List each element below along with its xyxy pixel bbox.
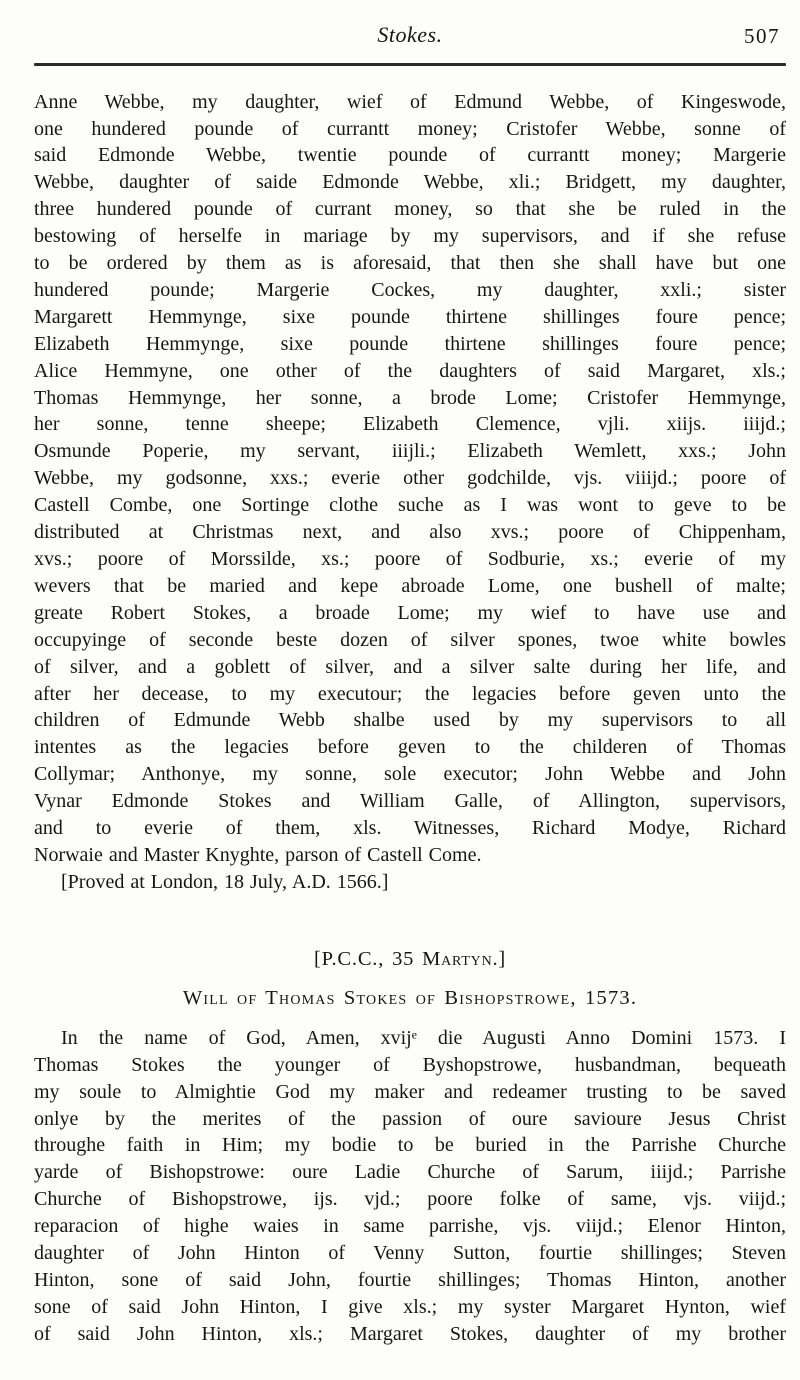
text-line: intentes as the legacies before geven to the childeren of Thomas [34,736,786,759]
text-line: onlye by the merites of the passion of oure savioure Jesus Christ [34,1107,786,1130]
text-line: distributed at Christmas next, and also xvs.; poore of Chippenham, [34,521,786,544]
text-line: after her decease, to my executour; the legacies before geven unto the [34,682,786,705]
text-line: Collymar; Anthonye, my sonne, sole executor; John Webbe and John [34,763,786,786]
text-line: hundered pounde; Margerie Cockes, my daughter, xxli.; sister [34,278,786,301]
text-line: bestowing of herselfe in mariage by my supervisors, and if she refuse [34,225,786,248]
text-line: my soule to Almightie God my maker and redeamer trusting to be saved [34,1080,786,1103]
text-line: Anne Webbe, my daughter, wief of Edmund Webbe, of Kingeswode, [34,90,786,113]
text-line: children of Edmunde Webb shalbe used by my supervisors to all [34,709,786,732]
text-line: Hinton, sone of said John, fourtie shillinges; Thomas Hinton, another [34,1268,786,1291]
text-line: Alice Hemmyne, one other of the daughters of said Margaret, xls.; [34,359,786,382]
will-1566-closing-line: Norwaie and Master Knyghte, parson of Castell Come. [34,843,482,866]
will-1566-continuation [34,89,786,896]
running-title: Stokes. [377,22,443,47]
text-line: Vynar Edmonde Stokes and William Galle, of Allington, supervisors, [34,790,786,813]
will-1573-lines [34,1052,786,1348]
text-line: Elizabeth Hemmynge, sixe pounde thirtene shillinges foure pence; [34,332,786,355]
text-line: Churche of Bishopstrowe, ijs. vjd.; poore folke of same, vjs. viijd.; [34,1188,786,1211]
will-1573-text [34,1025,786,1348]
will-1573-title-heading: Will of Thomas Stokes of Bishopstrowe, 1573. [182,986,638,1009]
text-line: to be ordered by them as is aforesaid, that then she shall have but one [34,252,786,275]
will-1573-first-line: In the name of God, Amen, xvijᵉ die Augusti Anno Domini 1573. I [61,1026,786,1049]
text-line: Webbe, my godsonne, xxs.; everie other godchilde, vjs. viiijd.; poore of [34,467,786,490]
text-line: throughe faith in Him; my bodie to be buried in the Parrishe Churche [34,1134,786,1157]
text-line: sone of said John Hinton, I give xls.; my syster Margaret Hynton, wief [34,1295,786,1318]
text-line: Castell Combe, one Sortinge clothe suche as I was wont to geve to be [34,494,786,517]
text-line: yarde of Bishopstrowe: oure Ladie Churche of Sarum, iiijd.; Parrishe [34,1161,786,1184]
text-line: daughter of John Hinton of Venny Sutton, fourtie shillinges; Steven [34,1242,786,1265]
text-line: and to everie of them, xls. Witnesses, Richard Modye, Richard [34,817,786,840]
proved-note: [Proved at London, 18 July, A.D. 1566.] [61,870,389,893]
text-line: Margarett Hemmynge, sixe pounde thirtene shillinges foure pence; [34,305,786,328]
text-line: xvs.; poore of Morssilde, xs.; poore of Sodburie, xs.; everie of my [34,548,786,570]
text-line: her sonne, tenne sheepe; Elizabeth Clemence, vjli. xiijs. iiijd.; [34,413,786,436]
text-line: Osmunde Poperie, my servant, iiijli.; Elizabeth Wemlett, xxs.; John [34,440,786,463]
text-line: of silver, and a goblett of silver, and a silver salte during her life, and [34,655,786,678]
text-line: wevers that be maried and kepe abroade Lome, one bushell of malte; [34,574,786,597]
text-line: Thomas Hemmynge, her sonne, a brode Lome; Cristofer Hemmynge, [34,386,786,409]
page-number: 507 [744,24,780,48]
text-line: Thomas Stokes the younger of Byshopstrowe, husbandman, bequeath [34,1053,786,1076]
text-line: greate Robert Stokes, a broade Lome; my wief to have use and [34,601,786,624]
text-line: of said John Hinton, xls.; Margaret Stokes, daughter of my brother [34,1322,786,1345]
text-line: reparacion of highe waies in same parrishe, vjs. viijd.; Elenor Hinton, [34,1215,786,1238]
text-line: Webbe, daughter of saide Edmonde Webbe, xli.; Bridgett, my daughter, [34,171,786,194]
will-1566-lines [34,89,786,842]
text-line: one hundered pounde of currantt money; Cristofer Webbe, sonne of [34,117,786,140]
pcc-reference-heading: [P.C.C., 35 Martyn.] [313,947,507,970]
text-line: said Edmonde Webbe, twentie pounde of currantt money; Margerie [34,144,786,167]
page-header [34,22,786,50]
text-line: three hundered pounde of currant money, so that she be ruled in the [34,198,786,221]
text-line: occupyinge of seconde beste dozen of silver spones, twoe white bowles [34,628,786,651]
header-rule [34,63,786,66]
